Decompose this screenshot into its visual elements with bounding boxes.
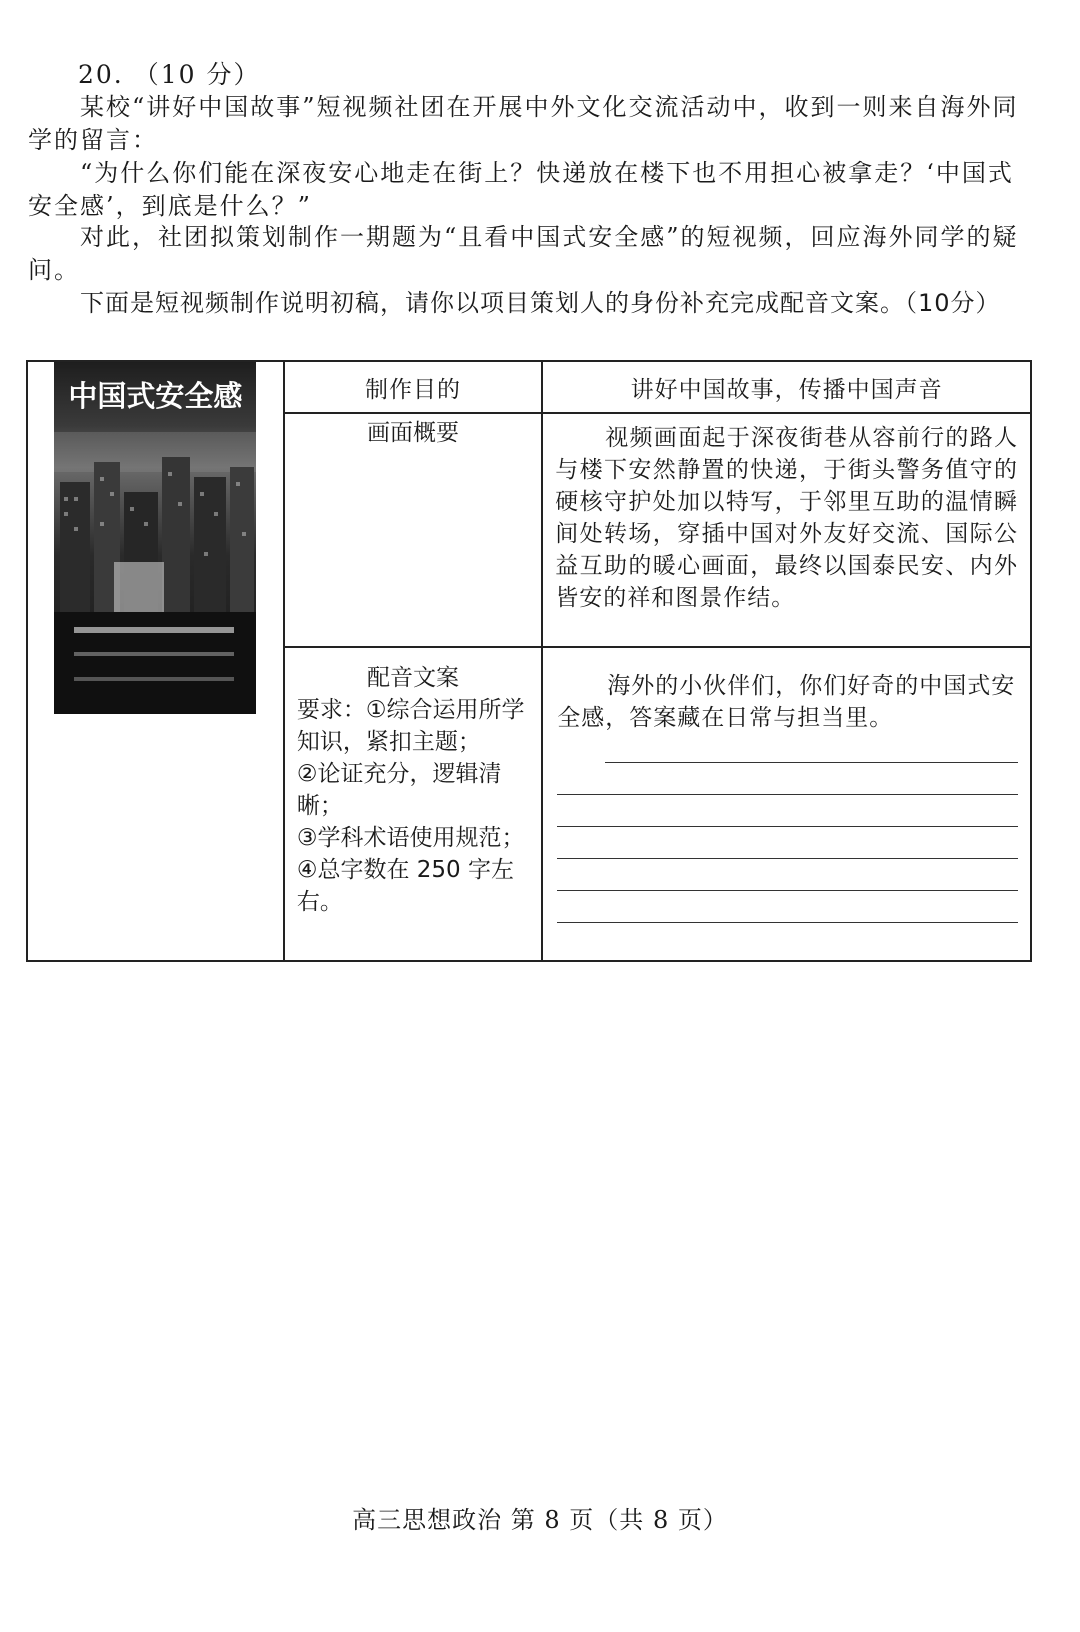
purpose-value: 讲好中国故事，传播中国声音 [542,361,1031,413]
video-plan-table [26,360,1032,962]
question-paragraph-4: 下面是短视频制作说明初稿，请你以项目策划人的身份补充完成配音文案。（10分） [80,289,1001,317]
question-paragraph-2: “为什么你们能在深夜安心地走在街上？快递放在楼下也不用担心被拿走？‘中国式安全感’，到底是什么？” [28,159,1014,220]
summary-value: 视频画面起于深夜街巷从容前行的路人与楼下安然静置的快递，于街头警务值守的硬核守护处加以特写，于邻里互助的温情瞬间处转场，穿插中国对外友好交流、国际公益互助的暖心画面，最终以国泰民安、内外皆安的祥和图景作结。 [555,425,1018,611]
poster-cell [27,361,284,961]
question-paragraph-3: 对此，社团拟策划制作一期题为“且看中国式安全感”的短视频，回应海外同学的疑问。 [28,223,1019,284]
question-paragraph-1: 某校“讲好中国故事”短视频社团在开展中外文化交流活动中，收到一则来自海外同学的留言： [28,93,1019,154]
poster-image [54,362,256,714]
voiceover-label-cell [284,647,542,961]
answer-blank-line[interactable] [557,858,1018,859]
answer-blank-line[interactable] [605,762,1018,763]
question-number: 20. （10 分） [78,60,261,89]
poster-title: 中国式安全感 [68,379,243,413]
requirement-item: ②论证充分，逻辑清晰； [296,761,502,819]
requirements-list [285,694,541,918]
answer-blank-line[interactable] [557,890,1018,891]
answer-blank-line[interactable] [557,826,1018,827]
voiceover-opening: 海外的小伙伴们，你们好奇的中国式安全感，答案藏在日常与担当里。 [557,673,1016,731]
summary-value-cell [542,413,1031,647]
page-footer: 高三思想政治 第 8 页（共 8 页） [352,1506,728,1534]
voiceover-label: 配音文案 [367,665,460,691]
purpose-label: 制作目的 [284,361,542,413]
answer-blank-line[interactable] [557,922,1018,923]
row-purpose [27,361,1031,413]
answer-lines[interactable] [543,734,1030,923]
requirement-item: 要求：①综合运用所学知识，紧扣主题； [296,697,525,755]
voiceover-answer-cell[interactable] [542,647,1031,961]
requirement-item: ③学科术语使用规范； [296,825,525,851]
requirement-item: ④总字数在 250 字左右。 [296,857,514,915]
answer-blank-line[interactable] [557,794,1018,795]
summary-label: 画面概要 [284,413,542,647]
